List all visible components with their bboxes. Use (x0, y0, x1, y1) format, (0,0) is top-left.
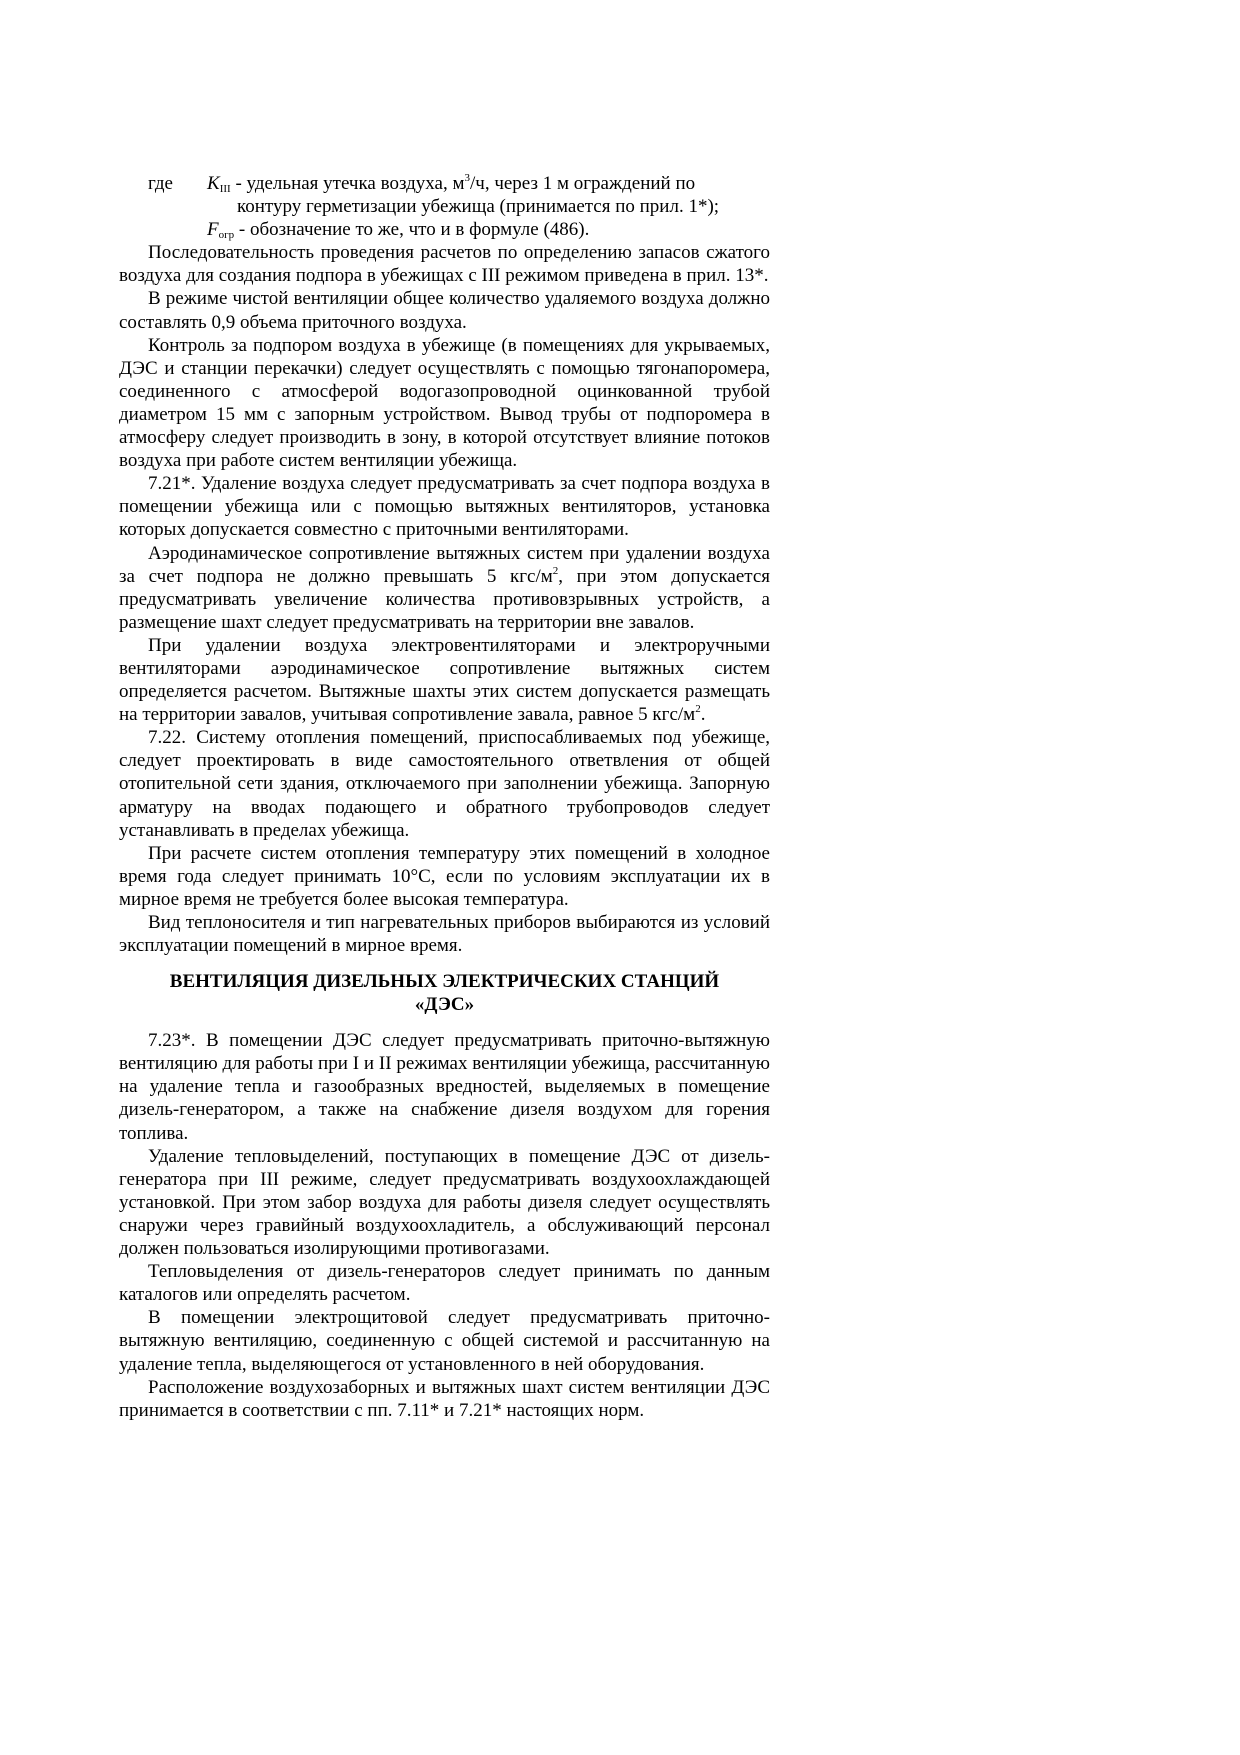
symbol-f-subscript: огр (218, 229, 235, 242)
unit-superscript: 2 (552, 564, 559, 577)
paragraph-text: . (700, 704, 706, 726)
definition-kiii-continuation: контуру герметизации убежища (принимается по прил. 1*); (237, 196, 720, 218)
definition-kiii-text-1: - удельная утечка воздуха, м (230, 173, 465, 194)
unit-superscript: 2 (695, 703, 701, 716)
section-heading (119, 970, 770, 1016)
paragraph-text: Аэродинамическое сопротивление вытяжных систем при удалении воздуха за счет подпора не должно превышать 5 кгс/м (119, 542, 770, 587)
paragraph: Контроль за подпором воздуха в убежище (в помещениях для укрываемых, ДЭС и станции перекачки) следует осуществлять с помощью тягонапоромера, соединенного с атмосферой водогазопроводной оцинкованной трубой диаметром 15 мм с запорным устройством. Вывод трубы от подпоромера в атмосферу следует производить в зону, в которой отсутствует влияние потоков воздуха при работе систем вентиляции убежища. (119, 334, 770, 472)
paragraph: Удаление тепловыделений, поступающих в помещение ДЭС от дизель-генератора при III режиме, следует предусматривать воздухоохлаждающей установкой. При этом забор воздуха для работы дизеля следует осуществлять снаружи через гравийный воздухоохладитель, а обслуживающий персонал должен пользоваться изолирующими противогазами. (119, 1145, 770, 1260)
paragraph-clause-7-23: 7.23*. В помещении ДЭС следует предусматривать приточно-вытяжную вентиляцию для работы при I и II режимах вентиляции убежища, рассчитанную на удаление тепла и газообразных вредностей, выделяемых в помещение дизель-генератором, а также на снабжение дизеля воздухом для горения топлива. (119, 1030, 770, 1144)
paragraph: В режиме чистой вентиляции общее количество удаляемого воздуха должно составлять 0,9 объема приточного воздуха. (119, 288, 770, 333)
paragraph-clause-7-22: 7.22. Систему отопления помещений, приспосабливаемых под убежище, следует проектировать в виде самостоятельного ответвления от общей отопительной сети здания, отключаемого при заполнении убежища. Запорную арматуру на вводах подающего и обратного трубопроводов следует устанавливать в пределах убежища. (119, 727, 770, 841)
paragraph: При расчете систем отопления температуру этих помещений в холодное время года следует принимать 10°С, если по условиям эксплуатации их в мирное время не требуется более высокая температура. (119, 842, 770, 910)
section-heading-line-2: «ДЭС» (414, 994, 475, 1016)
symbol-f: F (207, 219, 219, 241)
definition-kiii-text-2: /ч, через 1 м ограждений по (469, 173, 696, 194)
definition-fogr (207, 218, 770, 241)
where-definitions (119, 172, 770, 241)
definition-kiii (207, 172, 770, 218)
paragraph: Тепловыделения от дизель-генераторов следует принимать по данным каталогов или определять расчетом. (119, 1261, 770, 1306)
paragraph: В помещении электрощитовой следует предусматривать приточно-вытяжную вентиляцию, соединенную с общей системой и рассчитанную на удаление тепла, выделяющегося от установленного в ней оборудования. (119, 1307, 770, 1375)
paragraph-aerodynamic-resistance (119, 542, 770, 634)
paragraph-clause-7-21: 7.21*. Удаление воздуха следует предусматривать за счет подпора воздуха в помещении убежища или с помощью вытяжных вентиляторов, установка которых допускается совместно с приточными вентиляторами. (119, 473, 770, 541)
paragraph-text: , при этом допускается предусматривать увеличение количества противовзрывных устройств, а размещение шахт следует предусматривать на территории вне завалов. (119, 565, 770, 633)
symbol-k-subscript: III (219, 183, 231, 195)
unit-superscript: 3 (464, 172, 470, 184)
text-column (119, 172, 770, 1422)
paragraph: Расположение воздухозаборных и вытяжных шахт систем вентиляции ДЭС принимается в соответствии с пп. 7.11* и 7.21* настоящих норм. (119, 1376, 770, 1421)
symbol-k: K (207, 173, 220, 194)
paragraph: Вид теплоносителя и тип нагревательных приборов выбираются из условий эксплуатации помещений в мирное время. (119, 912, 770, 957)
section-heading-line-1: ВЕНТИЛЯЦИЯ ДИЗЕЛЬНЫХ ЭЛЕКТРИЧЕСКИХ СТАНЦИЙ (169, 971, 720, 993)
paragraph-electric-fans (119, 634, 770, 726)
where-label: где (148, 173, 173, 194)
definition-fogr-text: - обозначение то же, что и в формуле (486). (234, 219, 590, 241)
paragraph: Последовательность проведения расчетов по определению запасов сжатого воздуха для создания подпора в убежищах с III режимом приведена в прил. 13*. (119, 242, 770, 287)
paragraph-text: При удалении воздуха электровентиляторами и электроручными вентиляторами аэродинамическое сопротивление вытяжных систем определяется расчетом. Вытяжные шахты этих систем допускается размещать на территории завалов, учитывая сопротивление завала, равное 5 кгс/м (119, 634, 770, 726)
